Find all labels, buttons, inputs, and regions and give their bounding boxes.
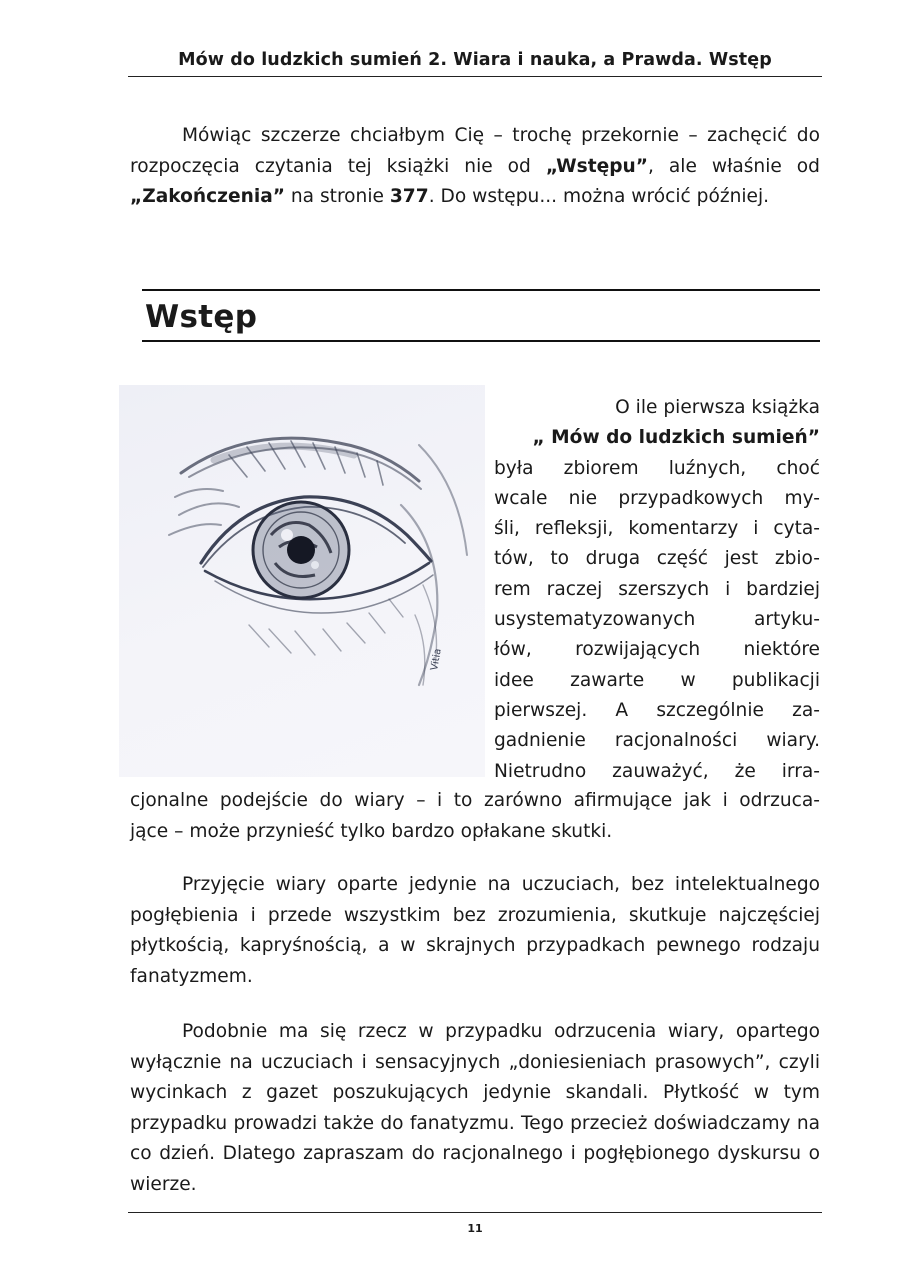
- eye-sketch-svg: [119, 385, 485, 777]
- wrap-line: rem raczej szerszych i bardziej: [494, 578, 820, 600]
- intro-bold-zakonczenia: „Zakończenia”: [130, 186, 285, 208]
- intro-text-2: , ale właśnie od: [647, 155, 820, 177]
- tail-line: jące – może przynieść tylko bardzo opłakane skutki.: [130, 820, 613, 842]
- wrap-line: idee zawarte w publikacji: [494, 669, 820, 691]
- wrap-line: tów, to druga część jest zbio-: [494, 548, 820, 570]
- intro-bold-page: 377: [389, 186, 429, 208]
- page-number: 11: [467, 1222, 483, 1235]
- wrap-line: pierwszej. A szczególnie za-: [494, 699, 820, 721]
- wrapped-paragraph: [494, 393, 820, 787]
- wrap-line: była zbiorem luźnych, choć: [494, 457, 820, 479]
- intro-text-4: . Do wstępu... można wrócić później.: [428, 186, 770, 208]
- wrap-line: usystematyzowanych artyku-: [494, 609, 820, 631]
- tail-line: cjonalne podejście do wiary – i to zarówno afirmujące jak i odrzuca-: [130, 790, 820, 811]
- paragraph-rejection-faith: Podobnie ma się rzecz w przypadku odrzucenia wiary, opartego wyłącznie na uczuciach i sensacyjnych „doniesieniach prasowych”, czyli wycinkach z gazet poszukujących jedynie skandali. Płytkość w tym przypadku prowadzi także do fanatyzmu. Tego przecież doświadczamy na co dzień. Dlatego zapraszam do racjonalnego i pogłębionego dyskursu o wierze.: [130, 1021, 820, 1195]
- running-header: Mów do ludzkich sumień 2. Wiara i nauka, a Prawda. Wstęp: [178, 50, 772, 70]
- section-title: Wstęp: [145, 299, 258, 335]
- intro-bold-wstep: „Wstępu”: [545, 155, 648, 177]
- header-rule: [128, 76, 822, 77]
- intro-text-1: Mówiąc szczerze chciałbym Cię – trochę przekornie – zachęcić do rozpoczęcia czytania tej książki nie od: [130, 125, 820, 177]
- intro-text-3: na stronie: [284, 186, 390, 208]
- sketch-signature: Vitia: [429, 647, 444, 672]
- wrapped-paragraph-tail: [130, 786, 820, 847]
- paragraph-faith-feelings: Przyjęcie wiary oparte jedynie na uczuciach, bez intelektualnego pogłębienia i przede wszystkim bez zrozumienia, skutkuje najczęściej płytkością, kapryśnością, a w skrajnych przypadkach pewnego rodzaju fanatyzmem.: [130, 874, 820, 987]
- eye-sketch-illustration: [119, 385, 485, 777]
- footer-rule: [128, 1212, 822, 1213]
- wrap-line: śli, refleksji, komentarzy i cyta-: [494, 518, 820, 540]
- section-rule-top: [142, 289, 820, 291]
- wrap-line: wcale nie przypadkowych my-: [494, 487, 820, 509]
- wrap-line: gadnienie racjonalności wiary.: [494, 730, 820, 752]
- wrap-line: łów, rozwijających niektóre: [494, 639, 820, 661]
- intro-paragraph: [130, 121, 820, 213]
- section-rule-bottom: [142, 340, 820, 342]
- wrap-line-book-title: „ Mów do ludzkich sumień”: [532, 427, 820, 449]
- wrap-line: Nietrudno zauważyć, że irra-: [494, 760, 820, 782]
- wrap-line: O ile pierwsza książka: [615, 397, 820, 418]
